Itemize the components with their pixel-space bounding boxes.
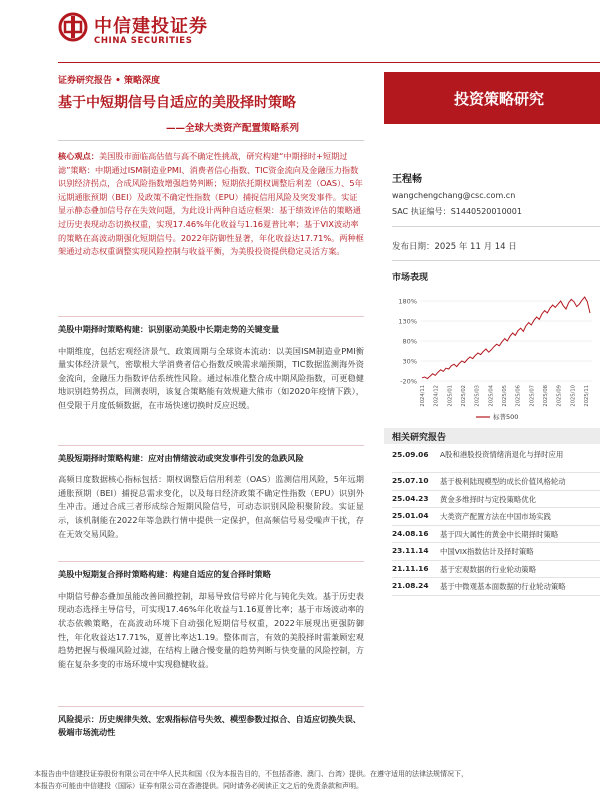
analyst-cert-number: S1440520010001 bbox=[450, 207, 522, 216]
category-banner bbox=[384, 72, 600, 124]
analyst-email: wangchengchang@csc.com.cn bbox=[392, 191, 516, 200]
related-date: 25.01.04 bbox=[392, 511, 429, 520]
x-tick-label: 2025/01 bbox=[447, 385, 454, 407]
related-title[interactable]: 基于极利陆现模型的成长价值风格轮动 bbox=[440, 477, 566, 486]
y-tick-label: 180% bbox=[398, 297, 417, 306]
x-tick-label: 2025/08 bbox=[543, 385, 549, 407]
section-heading-short: 美股短期择时策略构建：应对由情绪波动或突发事件引发的急跌风险 bbox=[58, 452, 304, 463]
title-divider bbox=[58, 140, 364, 141]
related-date: 24.08.16 bbox=[392, 528, 429, 538]
analyst-cert-label: SAC 执证编号： bbox=[392, 207, 451, 216]
y-tick-label: 30% bbox=[402, 357, 417, 366]
x-tick-label: 2025/03 bbox=[474, 385, 481, 407]
related-title[interactable]: 基于中微观基本面数据的行业轮动策略 bbox=[440, 582, 566, 591]
section-body-mid: 中期维度，包括宏观经济景气、政策周期与全球资本流动：以美国ISM制造业PMI衡量实体经济景气，密歇根大学消费者信心指数反映需求端预期，TIC数据监测海外资金流向，金融压力指数评估系统性风险。通过标准化整合成中期风险指数，可更稳健地识别趋势拐点，回测表明，该复合策略能有效规避大熊市（如2020年疫情下跌），但受限于月度低频数据，在市场快速切换时反应迟缓。 bbox=[58, 345, 364, 410]
related-title[interactable]: 基于宏观数据的行业轮动策略 bbox=[440, 564, 537, 574]
core-viewpoint-label: 核心观点： bbox=[58, 151, 99, 161]
related-title[interactable]: 黄金多维择时与定投策略优化 bbox=[440, 494, 537, 504]
analyst-cert bbox=[392, 206, 600, 217]
related-list bbox=[392, 447, 600, 596]
y-tick-label: 80% bbox=[402, 337, 417, 346]
logo-mark-icon bbox=[58, 12, 88, 42]
related-item[interactable] bbox=[392, 561, 600, 579]
section-body-composite: 中期信号静态叠加虽能改善回撤控制，却易导致信号碎片化与钝化失效。基于历史表现动态选择主导信号，可实现17.46%年化收益与1.16夏普比率；基于市场波动率的状态依赖策略，在高波动环境下自动强化短期信号权重，2022年展现出更强防御性，年化收益达17.71%，夏普比率达1.19。整体而言，有效的美股择时需兼顾宏观趋势把握与极端风险过滤，在结构上融合慢变量的趋势判断与快变量的风险控制，方能在复杂多变的市场环境中实现稳健收益。 bbox=[58, 590, 364, 669]
core-viewpoint-text: 美国股市面临高估值与高不确定性挑战，研究构建“中期择时+短期过滤”策略：中期通过ISM制造业PMI、消费者信心指数、TIC资金流向及金融压力指数识别经济拐点，合成风险指数增强趋势判断；短期依托期权调整后利差（OAS）、5年远期通胀预期（BEI）及政策不确定性指数（EPU）捕捉信用风险及突发事件。实证显示静态叠加信号存在失效问题，为此设计两种自适应框架：基于绩效评估的策略通过历史表现动态切换权重，实现17.46%年化收益与1.16夏普比率；基于VIX波动率的策略在高波动期强化短期信号。2022年防御性显著，年化收益达17.71%。两种框架通过动态权重调整实现风险控制与收益平衡，为美股投资提供稳定灵活方案。 bbox=[58, 151, 364, 257]
core-viewpoint bbox=[58, 150, 364, 312]
publish-date bbox=[392, 240, 517, 252]
publish-date-value: 2025 年 11 月 14 日 bbox=[434, 242, 517, 252]
top-rule bbox=[58, 62, 600, 63]
related-date: 25.07.10 bbox=[392, 476, 429, 485]
related-date: 21.08.24 bbox=[392, 581, 429, 590]
market-heading: 市场表现 bbox=[392, 273, 429, 283]
y-tick-label: 130% bbox=[398, 317, 417, 326]
related-date: 23.11.14 bbox=[392, 546, 429, 555]
company-logo bbox=[58, 10, 258, 54]
related-item[interactable] bbox=[392, 543, 600, 561]
y-tick-label: -20% bbox=[400, 377, 417, 386]
logo-text-en: CHINA SECURITIES bbox=[94, 36, 193, 46]
related-item[interactable] bbox=[392, 491, 600, 509]
section-divider bbox=[58, 706, 364, 707]
related-item[interactable] bbox=[392, 578, 600, 596]
x-tick-label: 2024/11 bbox=[420, 385, 426, 407]
analyst-info bbox=[392, 170, 600, 217]
x-tick-label: 2025/02 bbox=[461, 385, 467, 407]
related-item[interactable] bbox=[392, 447, 600, 473]
x-tick-label: 2025/11 bbox=[584, 385, 590, 407]
market-performance-chart bbox=[392, 285, 600, 427]
related-heading: 相关研究报告 bbox=[392, 433, 447, 443]
x-tick-label: 2025/09 bbox=[556, 385, 563, 407]
related-item[interactable] bbox=[392, 473, 600, 491]
report-subtitle: ——全球大类资产配置策略系列 bbox=[166, 123, 300, 134]
x-tick-label: 2025/06 bbox=[515, 385, 522, 407]
report-kicker: 证券研究报告 • 策略深度 bbox=[58, 76, 161, 86]
section-body-short: 高频日度数据核心指标包括：期权调整后信用利差（OAS）监测信用风险，5年远期通胀预期（BEI）捕捉总需求变化，以及每日经济政策不确定性指数（EPU）识别外生冲击。通过合成三者形成综合短期风险信号，可动态识别风险积聚阶段。实证显示，该机制能在2022年等急跌行情中提供一定保护，但高频信号易受噪声干扰，存在无效交易风险。 bbox=[58, 474, 364, 539]
related-date: 25.09.06 bbox=[392, 450, 429, 459]
x-tick-label: 2025/04 bbox=[488, 385, 495, 407]
category-banner-label: 投资策略研究 bbox=[453, 90, 544, 108]
analyst-name: 王程畅 bbox=[392, 174, 422, 185]
section-divider bbox=[58, 561, 364, 562]
report-title: 基于中短期信号自适应的美股择时策略 bbox=[58, 95, 296, 111]
section-divider bbox=[58, 445, 364, 446]
legend-label: 标普500 bbox=[493, 413, 519, 421]
risk-warning: 风险提示：历史规律失效、宏观指标信号失效、模型参数过拟合、自适应切换失误、极端市场流动性 bbox=[58, 713, 361, 738]
logo-text-cn: 中信建投证券 bbox=[94, 16, 208, 37]
x-tick-label: 2024/12 bbox=[433, 385, 440, 407]
related-title[interactable]: A股和港股投资情绪消退化与择时应用 bbox=[440, 450, 564, 459]
disclaimer-footer bbox=[34, 768, 600, 792]
date-divider bbox=[392, 260, 600, 261]
x-tick-label: 2025/05 bbox=[502, 385, 508, 407]
related-item[interactable] bbox=[392, 508, 600, 526]
analyst-divider bbox=[392, 226, 600, 227]
related-title[interactable]: 大类资产配置方法在中国市场实践 bbox=[440, 512, 551, 521]
disclaimer-line: 本报告由中信建投证券股份有限公司在中华人民共和国（仅为本报告目的，不包括香港、澳门、台湾）提供。在遵守适用的法律法规情况下， bbox=[34, 770, 468, 778]
x-tick-label: 2025/07 bbox=[529, 385, 536, 407]
series-line-sp500 bbox=[422, 297, 590, 379]
publish-date-label: 发布日期： bbox=[392, 242, 435, 252]
related-date: 21.11.16 bbox=[392, 563, 429, 573]
section-divider bbox=[58, 316, 364, 317]
related-date: 25.04.23 bbox=[392, 493, 429, 503]
section-heading-mid: 美股中期择时策略构建：识别驱动美股中长期走势的关键变量 bbox=[58, 324, 280, 334]
related-item[interactable] bbox=[392, 526, 600, 544]
x-tick-label: 2025/10 bbox=[570, 385, 577, 407]
related-title[interactable]: 基于四大属性的黄金中长期择时策略 bbox=[440, 529, 559, 539]
section-heading-composite: 美股中短期复合择时策略构建：构建自适应的复合择时策略 bbox=[58, 569, 271, 580]
disclaimer-line: 本报告亦可能由中信建投（国际）证券有限公司在香港提供。同时请务必阅读正文之后的免责条款和声明。 bbox=[34, 782, 363, 790]
main-content bbox=[58, 150, 364, 740]
related-title[interactable]: 中国VIX指数估计及择时策略 bbox=[440, 547, 534, 556]
